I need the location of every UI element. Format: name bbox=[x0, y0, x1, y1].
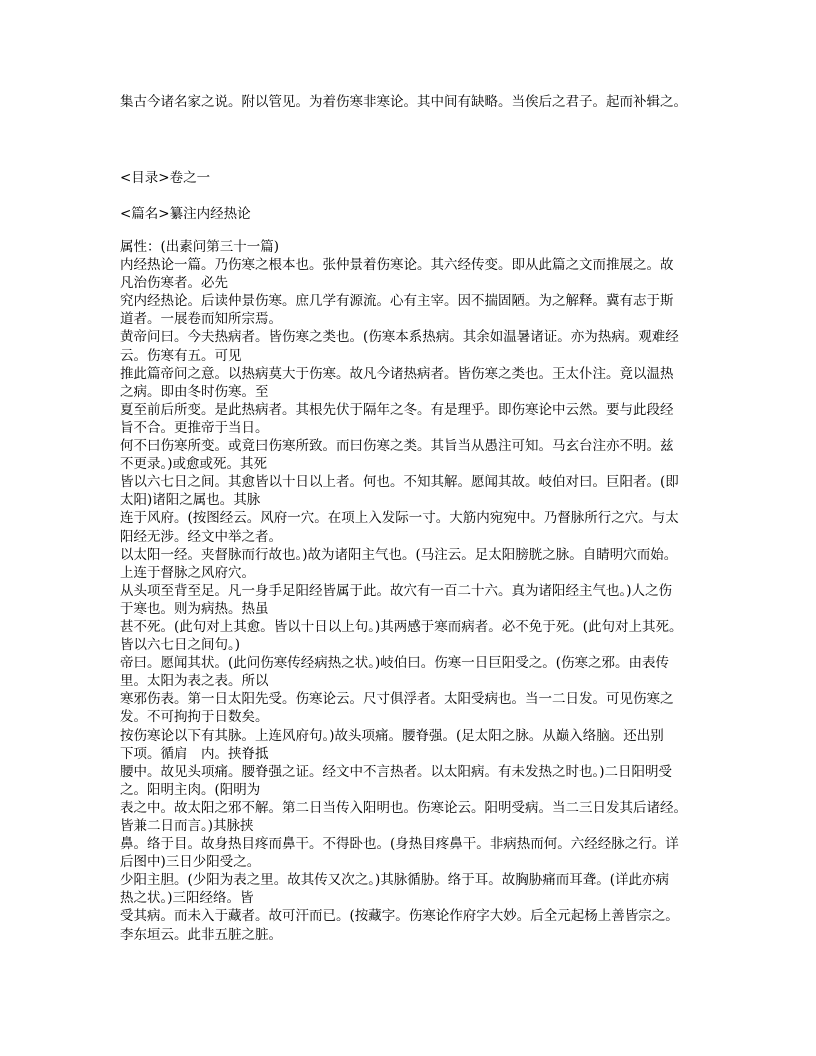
text-line: 上连于督脉之风府穴。 bbox=[120, 564, 255, 581]
text-line: 热之状。)三阳经络。皆 bbox=[120, 890, 254, 907]
text-line: 黄帝问曰。今夫热病者。皆伤寒之类也。(伤寒本系热病。其余如温暑诸证。亦为热病。观难经 bbox=[120, 329, 679, 346]
text-line: 后图中)三日少阳受之。 bbox=[120, 854, 261, 871]
text-line: 从头项至背至足。凡一身手足阳经皆属于此。故穴有一百二十六。真为诸阳经主气也。)人之伤 bbox=[120, 582, 673, 599]
text-line: 阳经无涉。经文中举之者。 bbox=[120, 528, 282, 545]
text-line: 发。不可拘拘于日数矣。 bbox=[120, 709, 269, 726]
text-line: 鼻。络于目。故身热目疼而鼻干。不得卧也。(身热目疼鼻干。非病热而何。六经经脉之行。详 bbox=[120, 836, 679, 853]
text-line: 按伤寒论以下有其脉。上连风府句。)故头项痛。腰脊强。(足太阳之脉。从巅入络脑。还出别 bbox=[120, 727, 664, 744]
text-line: 道者。一展卷而知所宗焉。 bbox=[120, 311, 282, 328]
text-line: 寒邪伤表。第一日太阳先受。伤寒论云。尺寸俱浮者。太阳受病也。当一二日发。可见伤寒之 bbox=[120, 691, 674, 708]
text-line: 里。太阳为表之表。所以 bbox=[120, 673, 269, 690]
text-line: 究内经热论。后读仲景伤寒。庶几学有源流。心有主宰。因不揣固陋。为之解释。冀有志于斯 bbox=[120, 293, 674, 310]
text-line: 何不曰伤寒所变。或竟曰伤寒所致。而曰伤寒之类。其旨当从愚注可知。马玄台注亦不明。兹 bbox=[120, 438, 674, 455]
text-line: 连于风府。(按图经云。风府一穴。在项上入发际一寸。大筋内宛宛中。乃督脉所行之穴。与太 bbox=[120, 510, 679, 527]
text-line: 表之中。故太阳之邪不解。第二日当传入阳明也。伤寒论云。阳明受病。当二三日发其后诸经。 bbox=[120, 799, 687, 816]
text-line: 以太阳一经。夹督脉而行故也。)故为诸阳主气也。(马注云。足太阳膀胱之脉。自睛明穴而始。 bbox=[120, 546, 678, 563]
text-line: 于寒也。则为病热。热虽 bbox=[120, 600, 269, 617]
text-line: 下项。循肩 内。挟脊抵 bbox=[120, 745, 269, 762]
text-line: 云。伤寒有五。可见 bbox=[120, 347, 242, 364]
text-line: 推此篇帝问之意。以热病莫大于伤寒。故凡今诸热病者。皆伤寒之类也。王太仆注。竟以温热 bbox=[120, 365, 674, 382]
text-line: 之。阳明主肉。(阳明为 bbox=[120, 781, 261, 798]
text-line: 凡治伤寒者。必先 bbox=[120, 275, 228, 292]
text-line: 太阳)诸阳之属也。其脉 bbox=[120, 492, 261, 509]
text-line: 李东垣云。此非五脏之脏。 bbox=[120, 926, 282, 943]
body-text bbox=[120, 238, 700, 944]
text-line: 皆以六七日之间句。) bbox=[120, 637, 241, 654]
text-line: 甚不死。(此句对上其愈。皆以十日以上句。)其两感于寒而病者。必不免于死。(此句对上其死。 bbox=[120, 618, 683, 635]
document-page bbox=[120, 92, 700, 943]
text-line: 夏至前后所变。是此热病者。其根先伏于隔年之冬。有是理乎。即伤寒论中云然。要与此段经 bbox=[120, 401, 674, 418]
chapter-title: <篇名>纂注内经热论 bbox=[120, 206, 251, 222]
text-line: 少阳主胆。(少阳为表之里。故其传又次之。)其脉循胁。络于耳。故胸胁痛而耳聋。(详此亦病 bbox=[120, 872, 670, 889]
text-line: 属性：(出素问第三十一篇) bbox=[120, 239, 280, 255]
intro-paragraph: 集古今诸名家之说。附以管见。为着伤寒非寒论。其中间有缺略。当俟后之君子。起而补辑之。 bbox=[120, 94, 687, 110]
text-line: 帝曰。愿闻其状。(此问伤寒传经病热之状。)岐伯曰。伤寒一日巨阳受之。(伤寒之邪。由表传 bbox=[120, 655, 670, 672]
text-line: 之病。即由冬时伤寒。至 bbox=[120, 383, 269, 400]
toc-heading: <目录>卷之一 bbox=[120, 170, 211, 186]
text-line: 内经热论一篇。乃伤寒之根本也。张仲景着伤寒论。其六经传变。即从此篇之文而推展之。故 bbox=[120, 257, 674, 274]
text-line: 皆兼二日而言。)其脉挟 bbox=[120, 818, 254, 834]
text-line: 皆以六七日之间。其愈皆以十日以上者。何也。不知其解。愿闻其故。岐伯对曰。巨阳者。(即 bbox=[120, 474, 679, 491]
text-line: 受其病。而未入于藏者。故可汗而已。(按藏字。伤寒论作府字大妙。后全元起杨上善皆宗之。 bbox=[120, 908, 679, 925]
text-line: 腰中。故见头项痛。腰脊强之证。经文中不言热者。以太阳病。有未发热之时也。)二日阳明受 bbox=[120, 763, 673, 780]
text-line: 旨不合。更推帝于当日。 bbox=[120, 419, 269, 436]
text-line: 不更录。)或愈或死。其死 bbox=[120, 456, 268, 473]
